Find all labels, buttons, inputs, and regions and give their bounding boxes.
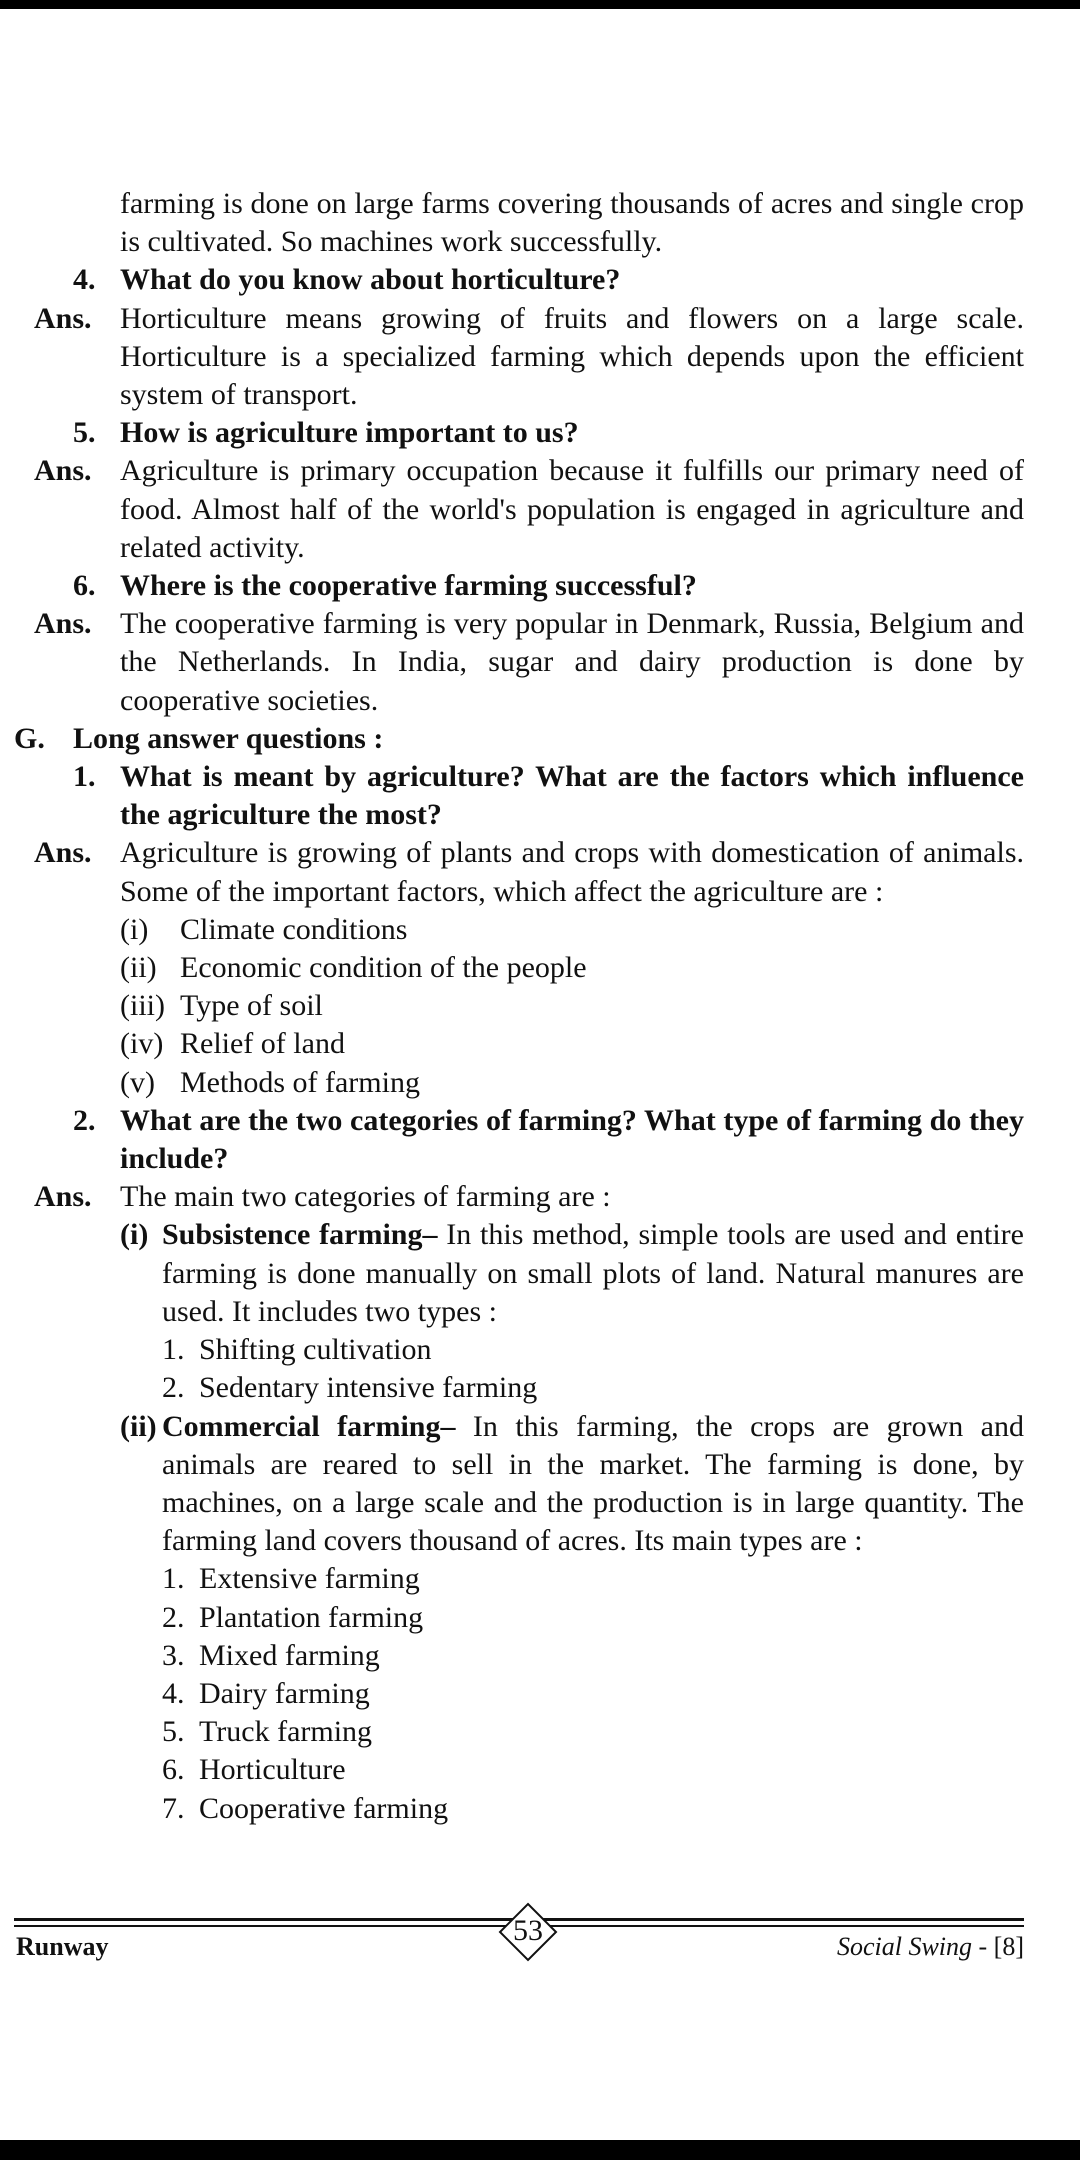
list-item — [162, 1637, 1080, 1675]
sub-answer — [120, 1216, 1024, 1331]
list-item — [162, 1713, 1080, 1751]
list-item-number: 1. — [162, 1562, 185, 1596]
answer-text: Agriculture is growing of plants and crops with domestication of animals. Some of the important factors, which affect the agriculture are : — [120, 836, 1024, 908]
list-item — [162, 1369, 1080, 1407]
section-heading — [0, 720, 1080, 758]
sub-answer-label: (ii) — [120, 1409, 157, 1443]
list-item — [162, 1790, 1080, 1828]
list-item-number: 6. — [162, 1753, 185, 1787]
list-item — [162, 1751, 1080, 1789]
sub-answer-label: (i) — [120, 1218, 149, 1252]
sub-answer-text: In this farming, the crops are grown and animals are reared to sell in the market. The farming is done, by machines, on a large scale and the production is in large quantity. The farming land covers thousand of acres. Its main types are : — [162, 1409, 1024, 1558]
list-item-text: Type of soil — [180, 989, 323, 1023]
answer-row — [0, 1178, 1080, 1216]
list-item — [162, 1560, 1080, 1598]
list-item-number: 2. — [162, 1600, 185, 1634]
section-label: G. — [14, 721, 45, 755]
list-item-number: 3. — [162, 1638, 185, 1672]
list-item — [120, 911, 1080, 949]
sub-answer-title: Commercial farming– — [162, 1409, 456, 1443]
list-item-number: (ii) — [120, 951, 157, 985]
intro-continuation: farming is done on large farms covering thousands of acres and single crop is cultivated. So machines work successfully. — [120, 187, 1024, 259]
question-text: What is meant by agriculture? What are the factors which influence the agriculture the most? — [120, 760, 1024, 832]
sub-answer-title: Subsistence farming– — [162, 1218, 438, 1252]
list-item-number: 4. — [162, 1676, 185, 1710]
question-number: 6. — [73, 569, 96, 603]
list-item-text: Cooperative farming — [199, 1791, 449, 1825]
section-title: Long answer questions : — [73, 721, 384, 755]
list-item-text: Extensive farming — [199, 1562, 420, 1596]
list-item-number: 7. — [162, 1791, 185, 1825]
answer-text: Agriculture is primary occupation because it fulfills our primary need of food. Almost half of the world's population is engaged in agriculture and related activity. — [120, 454, 1024, 564]
question-text: Where is the cooperative farming successful? — [120, 569, 697, 603]
list-item-text: Sedentary intensive farming — [199, 1371, 538, 1405]
list-item — [162, 1331, 1080, 1369]
footer-title-text: Social Swing — [836, 1932, 973, 1961]
answer-text: The main two categories of farming are : — [120, 1180, 611, 1214]
bottom-nav-bar — [0, 2140, 1080, 2160]
question-text: How is agriculture important to us? — [120, 416, 579, 450]
list-item — [120, 1064, 1080, 1102]
list-item-text: Climate conditions — [180, 912, 408, 946]
sub-answer-body — [162, 1408, 1024, 1561]
question-number: 2. — [73, 1103, 96, 1137]
list-item-text: Horticulture — [199, 1753, 346, 1787]
question-row — [0, 758, 1080, 834]
answer-label: Ans. — [34, 1180, 92, 1214]
list-item-number: (iv) — [120, 1027, 164, 1061]
list-item-text: Truck farming — [199, 1715, 373, 1749]
answer-row — [0, 834, 1080, 910]
sub-answer-text: In this method, simple tools are used and entire farming is done manually on small plots of land. Natural manures are used. It includes two types : — [162, 1218, 1024, 1328]
list-item-text: Shifting cultivation — [199, 1333, 432, 1367]
list-item-number: (i) — [120, 912, 149, 946]
answer-row — [0, 300, 1080, 415]
answer-label: Ans. — [34, 454, 92, 488]
list-item — [120, 1025, 1080, 1063]
top-status-bar — [0, 0, 1080, 9]
page-content — [0, 185, 1080, 1828]
list-item-text: Economic condition of the people — [180, 951, 587, 985]
answer-label: Ans. — [34, 836, 92, 870]
sub-answer — [120, 1408, 1024, 1561]
answer-text: Horticulture means growing of fruits and flowers on a large scale. Horticulture is a specialized farming which depends upon the efficient system of transport. — [120, 301, 1024, 412]
question-number: 4. — [73, 263, 96, 297]
answer-row — [0, 452, 1080, 567]
list-item-number: 2. — [162, 1371, 185, 1405]
footer-volume: - [8] — [972, 1932, 1024, 1961]
question-row — [0, 567, 1080, 605]
page-footer — [14, 1910, 1024, 1970]
sub-answer-body — [162, 1216, 1024, 1331]
answer-row — [0, 605, 1080, 720]
question-row — [0, 414, 1080, 452]
list-item — [120, 949, 1080, 987]
answer-label: Ans. — [34, 607, 92, 641]
list-item-text: Dairy farming — [199, 1676, 370, 1710]
list-item-number: 1. — [162, 1333, 185, 1367]
list-item-text: Plantation farming — [199, 1600, 424, 1634]
answer-text: The cooperative farming is very popular in Denmark, Russia, Belgium and the Netherlands. In India, sugar and dairy production is done by cooperative societies. — [120, 607, 1024, 717]
footer-publisher: Runway — [16, 1932, 109, 1961]
list-item-number: (v) — [120, 1065, 155, 1099]
question-text: What are the two categories of farming? What type of farming do they include? — [120, 1103, 1024, 1176]
answer-label: Ans. — [34, 301, 92, 335]
list-item-number: (iii) — [120, 989, 165, 1023]
question-row — [0, 261, 1080, 299]
list-item-number: 5. — [162, 1715, 185, 1749]
question-number: 1. — [73, 760, 96, 794]
list-item-text: Methods of farming — [180, 1065, 420, 1099]
list-item — [120, 987, 1080, 1025]
list-item — [162, 1599, 1080, 1637]
question-row — [0, 1102, 1080, 1178]
question-text: What do you know about horticulture? — [120, 263, 621, 297]
list-item — [162, 1675, 1080, 1713]
list-item-text: Relief of land — [180, 1027, 345, 1061]
footer-book-title — [837, 1932, 1024, 1962]
question-number: 5. — [73, 416, 96, 450]
list-item-text: Mixed farming — [199, 1638, 380, 1672]
page-number: 53 — [513, 1914, 543, 1947]
